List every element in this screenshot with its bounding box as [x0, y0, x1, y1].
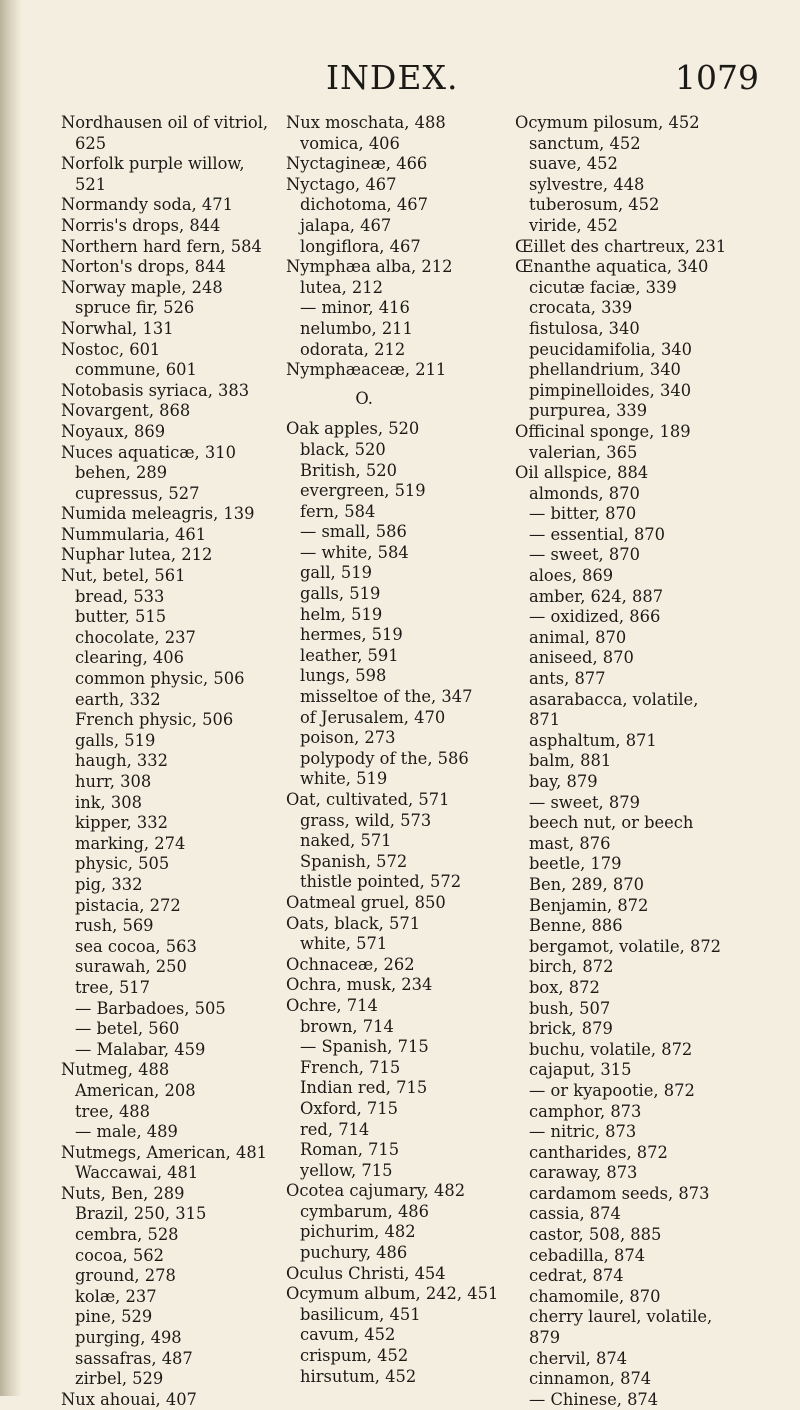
index-subentry: chocolate, 237	[75, 627, 196, 647]
index-subentry: — betel, 560	[75, 1019, 180, 1039]
index-subentry: animal, 870	[529, 627, 627, 647]
index-subentry: pimpinelloides, 340	[529, 380, 692, 400]
index-subentry: evergreen, 519	[300, 481, 426, 501]
index-subentry: white, 519	[300, 769, 388, 789]
index-entry: Nummularia, 461	[61, 524, 207, 544]
index-subentry: 521	[75, 174, 107, 194]
index-entry: Nuces aquaticæ, 310	[61, 442, 236, 462]
index-subentry: longiflora, 467	[300, 236, 421, 256]
index-subentry: balm, 881	[529, 751, 612, 771]
index-subentry: leather, 591	[300, 645, 399, 665]
index-entry: Ochnaceæ, 262	[286, 954, 415, 974]
index-entry: Nut, betel, 561	[61, 566, 186, 586]
index-subentry: fern, 584	[300, 501, 376, 521]
index-entry: Nyctagineæ, 466	[286, 154, 428, 174]
index-subentry: — small, 586	[300, 522, 407, 542]
index-entry: Ochra, musk, 234	[286, 975, 433, 995]
index-subentry: cinnamon, 874	[529, 1369, 652, 1389]
index-subentry: cantharides, 872	[529, 1142, 668, 1162]
index-subentry: kolæ, 237	[75, 1286, 157, 1306]
index-subentry: cedrat, 874	[529, 1266, 624, 1286]
index-subentry: yellow, 715	[300, 1160, 393, 1180]
index-entry: Nyctago, 467	[286, 174, 397, 194]
index-subentry: 625	[75, 133, 107, 153]
index-subentry: behen, 289	[75, 463, 168, 483]
index-subentry: vomica, 406	[300, 133, 400, 153]
index-entry: Notobasis syriaca, 383	[61, 380, 250, 400]
index-subentry: physic, 505	[75, 854, 170, 874]
index-subentry: Indian red, 715	[300, 1078, 428, 1098]
index-entry: Nymphæa alba, 212	[286, 257, 453, 277]
index-entry: Œillet des chartreux, 231	[515, 236, 727, 256]
index-subentry: — sweet, 879	[529, 792, 640, 812]
index-subentry: galls, 519	[75, 730, 156, 750]
index-subentry: caraway, 873	[529, 1163, 638, 1183]
index-subentry: surawah, 250	[75, 957, 187, 977]
index-subentry: cebadilla, 874	[529, 1245, 646, 1265]
index-subentry: — white, 584	[300, 542, 409, 562]
index-subentry: almonds, 870	[529, 483, 640, 503]
index-subentry: chervil, 874	[529, 1348, 628, 1368]
index-subentry: purpurea, 339	[529, 401, 648, 421]
index-subentry: grass, wild, 573	[300, 810, 432, 830]
index-subentry: tuberosum, 452	[529, 195, 660, 215]
index-subentry: — male, 489	[75, 1122, 178, 1142]
index-subentry: — Malabar, 459	[75, 1039, 206, 1059]
index-subentry: crocata, 339	[529, 298, 633, 318]
index-subentry: clearing, 406	[75, 648, 184, 668]
index-entry: Noyaux, 869	[61, 421, 166, 441]
index-subentry: hermes, 519	[300, 625, 403, 645]
index-subentry: thistle pointed, 572	[300, 872, 462, 892]
index-subentry: box, 872	[529, 977, 600, 997]
index-subentry: cassia, 874	[529, 1204, 621, 1224]
index-subentry: cicutæ faciæ, 339	[529, 277, 677, 297]
index-subentry: haugh, 332	[75, 751, 169, 771]
index-subentry: — nitric, 873	[529, 1122, 637, 1142]
index-subentry: Ben, 289, 870	[529, 874, 644, 894]
index-entry: Nuts, Ben, 289	[61, 1183, 185, 1203]
index-subentry: tree, 517	[75, 977, 151, 997]
index-entry: Norton's drops, 844	[61, 257, 226, 277]
index-entry: Oatmeal gruel, 850	[286, 892, 446, 912]
index-subentry: white, 571	[300, 934, 388, 954]
index-entry: Norris's drops, 844	[61, 215, 221, 235]
index-subentry: cembra, 528	[75, 1225, 179, 1245]
index-subentry: helm, 519	[300, 604, 383, 624]
index-subentry: zirbel, 529	[75, 1369, 164, 1389]
index-subentry: odorata, 212	[300, 339, 406, 359]
index-entry: Nux moschata, 488	[286, 113, 446, 132]
index-subentry: suave, 452	[529, 154, 618, 174]
index-entry: Officinal sponge, 189	[515, 421, 691, 441]
index-entry: Ochre, 714	[286, 995, 378, 1015]
index-subentry: kipper, 332	[75, 813, 168, 833]
index-subentry: naked, 571	[300, 831, 392, 851]
index-entry: Nymphæaceæ, 211	[286, 360, 447, 380]
index-subentry: Oxford, 715	[300, 1098, 398, 1118]
index-subentry: brown, 714	[300, 1016, 394, 1036]
index-entry: Norfolk purple willow,	[61, 154, 245, 174]
index-subentry: 879	[529, 1328, 561, 1348]
index-subentry: polypody of the, 586	[300, 748, 469, 768]
index-subentry: brick, 879	[529, 1019, 613, 1039]
index-subentry: nelumbo, 211	[300, 318, 413, 338]
index-subentry: cupressus, 527	[75, 483, 200, 503]
index-subentry: birch, 872	[529, 957, 614, 977]
index-subentry: cymbarum, 486	[300, 1201, 430, 1221]
index-subentry: puchury, 486	[300, 1243, 408, 1263]
index-subentry: fistulosa, 340	[529, 318, 640, 338]
page-edge-shadow	[0, 0, 22, 1396]
index-subentry: amber, 624, 887	[529, 586, 664, 606]
index-subentry: gall, 519	[300, 563, 372, 583]
index-subentry: lutea, 212	[300, 277, 384, 297]
index-subentry: ants, 877	[529, 669, 606, 689]
index-subentry: chamomile, 870	[529, 1286, 661, 1306]
index-subentry: red, 714	[300, 1119, 370, 1139]
index-entry: Nordhausen oil of vitriol,	[61, 113, 269, 132]
index-subentry: ground, 278	[75, 1266, 176, 1286]
index-column-1	[61, 113, 268, 1410]
index-subentry: French, 715	[300, 1057, 401, 1077]
index-subentry: Spanish, 572	[300, 851, 408, 871]
index-subentry: sassafras, 487	[75, 1348, 193, 1368]
index-subentry: cocoa, 562	[75, 1245, 164, 1265]
index-subentry: beetle, 179	[529, 854, 622, 874]
index-subentry: viride, 452	[529, 215, 618, 235]
index-entry: Norway maple, 248	[61, 277, 223, 297]
index-column-3	[515, 113, 726, 1410]
index-subentry: poison, 273	[300, 728, 396, 748]
running-head	[0, 58, 800, 98]
index-subentry: sea cocoa, 563	[75, 936, 197, 956]
index-subentry: — Spanish, 715	[300, 1037, 429, 1057]
index-subentry: — oxidized, 866	[529, 607, 661, 627]
index-subentry: earth, 332	[75, 689, 161, 709]
index-subentry: misseltoe of the, 347	[300, 687, 473, 707]
index-subentry: Roman, 715	[300, 1140, 400, 1160]
index-subentry: 871	[529, 710, 561, 730]
index-subentry: Waccawai, 481	[75, 1163, 199, 1183]
section-letter-heading: O.	[355, 388, 373, 408]
index-subentry: aloes, 869	[529, 566, 614, 586]
index-subentry: cavum, 452	[300, 1325, 396, 1345]
index-entry: Ocymum album, 242, 451	[286, 1284, 499, 1304]
index-entry: Nux ahouai, 407	[61, 1389, 197, 1409]
index-subentry: American, 208	[75, 1080, 196, 1100]
index-subentry: camphor, 873	[529, 1101, 642, 1121]
index-subentry: butter, 515	[75, 607, 167, 627]
index-subentry: — Chinese, 874	[529, 1389, 659, 1409]
index-subentry: — Barbadoes, 505	[75, 998, 226, 1018]
index-subentry: castor, 508, 885	[529, 1225, 662, 1245]
index-subentry: Benjamin, 872	[529, 895, 649, 915]
index-subentry: valerian, 365	[529, 442, 638, 462]
index-entry: Norwhal, 131	[61, 318, 174, 338]
index-subentry: hurr, 308	[75, 772, 152, 791]
index-subentry: cardamom seeds, 873	[529, 1183, 710, 1203]
index-subentry: crispum, 452	[300, 1346, 409, 1366]
index-subentry: tree, 488	[75, 1101, 151, 1121]
index-subentry: bergamot, volatile, 872	[529, 936, 722, 956]
index-entry: Normandy soda, 471	[61, 195, 233, 215]
index-column-2	[286, 113, 498, 1387]
index-entry: Nutmeg, 488	[61, 1060, 170, 1080]
index-entry: Numida meleagris, 139	[61, 504, 255, 524]
index-subentry: bay, 879	[529, 772, 598, 791]
index-entry: Nostoc, 601	[61, 339, 161, 359]
index-subentry: — bitter, 870	[529, 504, 637, 524]
index-subentry: bush, 507	[529, 998, 611, 1018]
index-subentry: pistacia, 272	[75, 895, 181, 915]
index-subentry: — or kyapootie, 872	[529, 1080, 695, 1100]
index-subentry: — essential, 870	[529, 524, 666, 544]
index-subentry: hirsutum, 452	[300, 1366, 417, 1386]
index-subentry: of Jerusalem, 470	[300, 707, 446, 727]
index-subentry: cherry laurel, volatile,	[529, 1307, 713, 1327]
index-subentry: phellandrium, 340	[529, 360, 681, 380]
index-subentry: dichotoma, 467	[300, 195, 428, 215]
index-subentry: bread, 533	[75, 586, 165, 606]
index-subentry: marking, 274	[75, 833, 186, 853]
index-entry: Oil allspice, 884	[515, 463, 649, 483]
index-subentry: asarabacca, volatile,	[529, 689, 699, 709]
index-subentry: British, 520	[300, 460, 397, 480]
index-subentry: purging, 498	[75, 1328, 182, 1348]
page-number: 1079	[675, 58, 759, 97]
index-entry: Ocymum pilosum, 452	[515, 113, 700, 132]
index-subentry: pig, 332	[75, 874, 143, 894]
index-entry: Oculus Christi, 454	[286, 1263, 446, 1283]
index-subentry: sylvestre, 448	[529, 174, 645, 194]
index-subentry: jalapa, 467	[300, 215, 392, 235]
index-subentry: French physic, 506	[75, 710, 234, 730]
index-subentry: common physic, 506	[75, 669, 245, 689]
index-subentry: galls, 519	[300, 584, 381, 604]
index-subentry: mast, 876	[529, 833, 611, 853]
index-subentry: peucidamifolia, 340	[529, 339, 693, 359]
index-subentry: Benne, 886	[529, 916, 623, 936]
index-entry: Nuphar lutea, 212	[61, 545, 213, 565]
index-subentry: basilicum, 451	[300, 1304, 421, 1324]
page-title: INDEX.	[326, 58, 459, 97]
index-subentry: ink, 308	[75, 792, 142, 812]
index-subentry: beech nut, or beech	[529, 813, 694, 833]
index-subentry: buchu, volatile, 872	[529, 1039, 693, 1059]
index-entry: Northern hard fern, 584	[61, 236, 262, 256]
index-subentry: lungs, 598	[300, 666, 387, 686]
index-subentry: — sweet, 870	[529, 545, 640, 565]
index-entry: Oats, black, 571	[286, 913, 421, 933]
index-subentry: Brazil, 250, 315	[75, 1204, 207, 1224]
index-subentry: rush, 569	[75, 916, 154, 936]
index-subentry: pichurim, 482	[300, 1222, 416, 1242]
index-subentry: cajaput, 315	[529, 1060, 632, 1080]
index-subentry: sanctum, 452	[529, 133, 641, 153]
index-entry: Nutmegs, American, 481	[61, 1142, 268, 1162]
index-entry: Novargent, 868	[61, 401, 191, 421]
index-subentry: pine, 529	[75, 1307, 153, 1327]
index-entry: Oak apples, 520	[286, 419, 420, 439]
index-entry: Ocotea cajumary, 482	[286, 1181, 466, 1201]
index-entry: Œnanthe aquatica, 340	[515, 257, 709, 277]
index-subentry: aniseed, 870	[529, 648, 634, 668]
index-subentry: — minor, 416	[300, 298, 410, 318]
index-subentry: asphaltum, 871	[529, 730, 657, 750]
index-entry: Oat, cultivated, 571	[286, 790, 450, 809]
index-subentry: black, 520	[300, 439, 386, 459]
index-subentry: commune, 601	[75, 360, 197, 380]
index-subentry: spruce fir, 526	[75, 298, 195, 318]
